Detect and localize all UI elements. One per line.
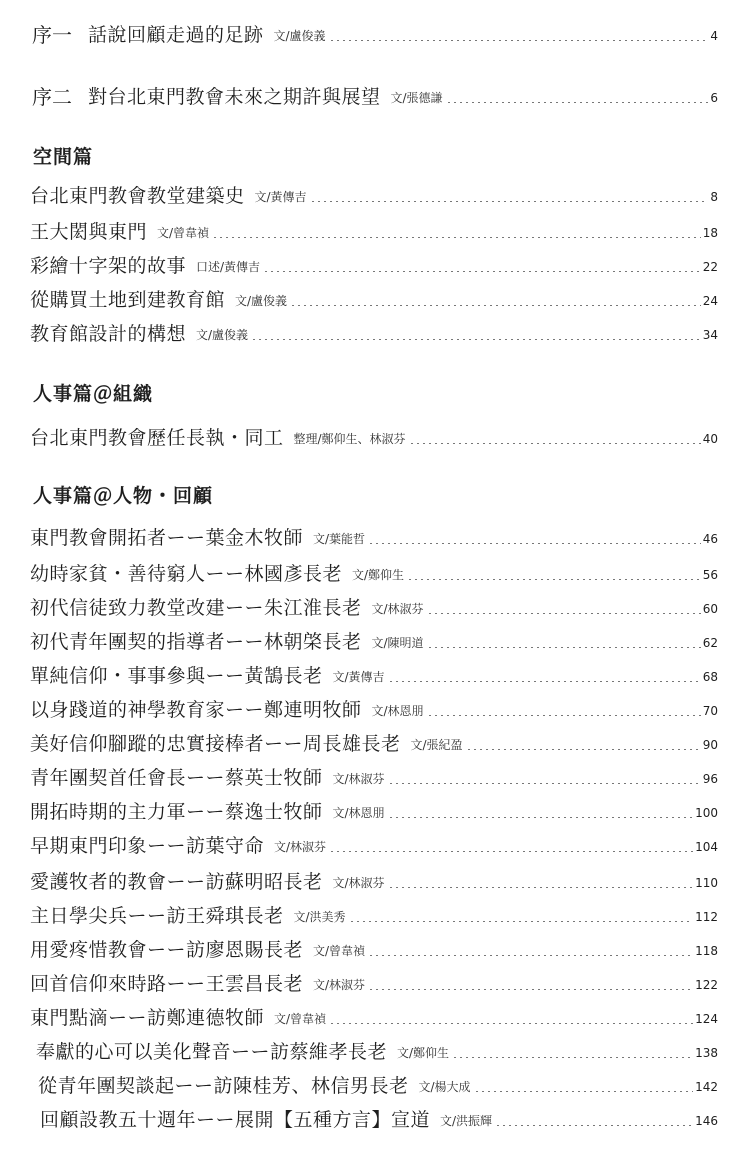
entry-author: 文/曾韋禎	[157, 226, 210, 240]
section-heading: 空間篇	[33, 146, 94, 168]
entry-title: 從青年團契談起ーー訪陳桂芳、林信男長老	[38, 1075, 409, 1097]
entry-title: 用愛疼惜教會ーー訪廖恩賜長老	[30, 939, 304, 961]
entry-author: 文/張德謙	[390, 91, 443, 105]
dot-leader	[368, 989, 693, 990]
toc-entry-preface-2	[0, 79, 753, 109]
entry-title: 從購買土地到建教育館	[30, 289, 226, 311]
dot-leader	[427, 613, 701, 614]
entry-title: 回首信仰來時路ーー王雲昌長老	[30, 973, 304, 995]
dot-leader	[388, 817, 694, 818]
entry-title: 東門點滴ーー訪鄭連德牧師	[30, 1007, 265, 1029]
dot-leader	[329, 851, 693, 852]
entry-author: 整理/鄭仰生、林淑芬	[293, 432, 406, 446]
toc-entry	[0, 726, 753, 756]
entry-title: 幼時家貧・善待窮人ーー林國彥長老	[30, 563, 343, 585]
entry-page: 68	[702, 670, 718, 684]
entry-title: 話說回顧走過的足跡	[88, 24, 264, 46]
toc-entry	[0, 1102, 753, 1132]
entry-author: 文/盧俊義	[196, 328, 249, 342]
entry-page: 100	[695, 806, 718, 820]
dot-leader	[388, 783, 701, 784]
dot-leader	[212, 237, 701, 238]
toc-entry	[0, 966, 753, 996]
entry-author: 文/陳明道	[371, 636, 424, 650]
dot-leader	[427, 647, 701, 648]
dot-leader	[407, 579, 701, 580]
entry-author: 文/林淑芬	[313, 978, 366, 992]
entry-author: 文/曾韋禎	[274, 1012, 327, 1026]
dot-leader	[251, 339, 701, 340]
toc-entry-preface-1	[0, 17, 753, 47]
entry-author: 文/葉能哲	[313, 532, 366, 546]
toc-entry	[0, 420, 753, 450]
entry-page: 104	[695, 840, 718, 854]
entry-author: 文/鄭仰生	[352, 568, 405, 582]
entry-page: 112	[695, 910, 718, 924]
toc-entry	[0, 828, 753, 858]
toc-entry	[0, 1034, 753, 1064]
dot-leader	[329, 40, 709, 41]
entry-author: 文/林恩朋	[332, 806, 385, 820]
dot-leader	[349, 921, 694, 922]
entry-page: 40	[702, 432, 718, 446]
entry-title: 以身踐道的神學教育家ーー鄭連明牧師	[30, 699, 362, 721]
entry-page: 60	[702, 602, 718, 616]
entry-author: 文/林淑芬	[371, 602, 424, 616]
entry-page: 124	[695, 1012, 718, 1026]
toc-entry	[0, 282, 753, 312]
entry-page: 118	[695, 944, 718, 958]
entry-page: 56	[702, 568, 718, 582]
entry-title: 奉獻的心可以美化聲音ーー訪蔡維孝長老	[36, 1041, 388, 1063]
entry-page: 8	[710, 190, 718, 204]
entry-author: 口述/黃傳吉	[196, 260, 261, 274]
entry-title: 初代青年團契的指導者ーー林朝棨長老	[30, 631, 362, 653]
toc-entry	[0, 316, 753, 346]
entry-title: 開拓時期的主力軍ーー蔡逸士牧師	[30, 801, 323, 823]
dot-leader	[290, 305, 701, 306]
section-heading: 人事篇＠人物・回顧	[33, 485, 214, 507]
entry-title: 青年團契首任會長ーー蔡英士牧師	[30, 767, 323, 789]
toc-entry	[0, 248, 753, 278]
entry-page: 142	[695, 1080, 718, 1094]
entry-author: 文/鄭仰生	[397, 1046, 450, 1060]
dot-leader	[495, 1125, 693, 1126]
entry-page: 90	[702, 738, 718, 752]
dot-leader	[329, 1023, 693, 1024]
dot-leader	[446, 102, 709, 103]
dot-leader	[310, 201, 709, 202]
entry-page: 6	[710, 91, 718, 105]
entry-page: 138	[695, 1046, 718, 1060]
entry-page: 24	[702, 294, 718, 308]
entry-author: 文/洪振輝	[440, 1114, 493, 1128]
entry-page: 146	[695, 1114, 718, 1128]
entry-page: 46	[702, 532, 718, 546]
entry-page: 96	[702, 772, 718, 786]
entry-page: 4	[710, 29, 718, 43]
entry-title: 單純信仰・事事參與ーー黃鵠長老	[30, 665, 323, 687]
toc-entry	[0, 658, 753, 688]
dot-leader	[368, 543, 701, 544]
toc-entry	[0, 214, 753, 244]
dot-leader	[368, 955, 693, 956]
entry-title: 台北東門教會教堂建築史	[30, 185, 245, 207]
entry-author: 文/盧俊義	[235, 294, 288, 308]
toc-entry	[0, 898, 753, 928]
entry-author: 文/林淑芬	[332, 876, 385, 890]
entry-title: 美好信仰腳蹤的忠實接棒者ーー周長雄長老	[30, 733, 401, 755]
entry-title: 台北東門教會歷任長執・同工	[30, 427, 284, 449]
entry-author: 文/張紀盈	[410, 738, 463, 752]
entry-page: 110	[695, 876, 718, 890]
toc-entry	[0, 520, 753, 550]
toc-entry	[0, 178, 753, 208]
entry-title: 初代信徒致力教堂改建ーー朱江淮長老	[30, 597, 362, 619]
entry-title: 對台北東門教會未來之期許與展望	[88, 86, 381, 108]
toc-entry	[0, 1000, 753, 1030]
toc-entry	[0, 624, 753, 654]
entry-author: 文/林淑芬	[332, 772, 385, 786]
entry-title: 回顧設教五十週年ーー展開【五種方言】宣道	[40, 1109, 431, 1131]
entry-page: 70	[702, 704, 718, 718]
entry-author: 文/洪美秀	[293, 910, 346, 924]
entry-title: 彩繪十字架的故事	[30, 255, 187, 277]
entry-page: 22	[702, 260, 718, 274]
toc-entry	[0, 556, 753, 586]
section-heading: 人事篇＠組織	[33, 383, 154, 405]
entry-page: 122	[695, 978, 718, 992]
dot-leader	[263, 271, 701, 272]
entry-title: 主日學尖兵ーー訪王舜琪長老	[30, 905, 284, 927]
entry-author: 文/黃傳吉	[332, 670, 385, 684]
dot-leader	[474, 1091, 694, 1092]
entry-author: 文/黃傳吉	[254, 190, 307, 204]
preface-prefix: 序一	[32, 23, 72, 47]
toc-entry	[0, 932, 753, 962]
entry-author: 文/林恩朋	[371, 704, 424, 718]
toc-entry	[0, 692, 753, 722]
dot-leader	[466, 749, 701, 750]
entry-page: 18	[702, 226, 718, 240]
toc-entry	[0, 590, 753, 620]
toc-entry	[0, 864, 753, 894]
dot-leader	[409, 443, 701, 444]
toc-entry	[0, 1068, 753, 1098]
entry-title: 東門教會開拓者ーー葉金木牧師	[30, 527, 304, 549]
dot-leader	[452, 1057, 693, 1058]
dot-leader	[427, 715, 701, 716]
entry-author: 文/楊大成	[418, 1080, 471, 1094]
toc-entry	[0, 760, 753, 790]
entry-page: 34	[702, 328, 718, 342]
toc-entry	[0, 794, 753, 824]
entry-author: 文/曾韋禎	[313, 944, 366, 958]
entry-title: 教育館設計的構想	[30, 323, 187, 345]
entry-title: 王大閎與東門	[30, 221, 148, 243]
entry-title: 愛護牧者的教會ーー訪蘇明昭長老	[30, 871, 323, 893]
entry-author: 文/林淑芬	[274, 840, 327, 854]
entry-page: 62	[702, 636, 718, 650]
dot-leader	[388, 681, 701, 682]
entry-author: 文/盧俊義	[273, 29, 326, 43]
preface-prefix: 序二	[32, 85, 72, 109]
entry-title: 早期東門印象ーー訪葉守命	[30, 835, 265, 857]
dot-leader	[388, 887, 694, 888]
